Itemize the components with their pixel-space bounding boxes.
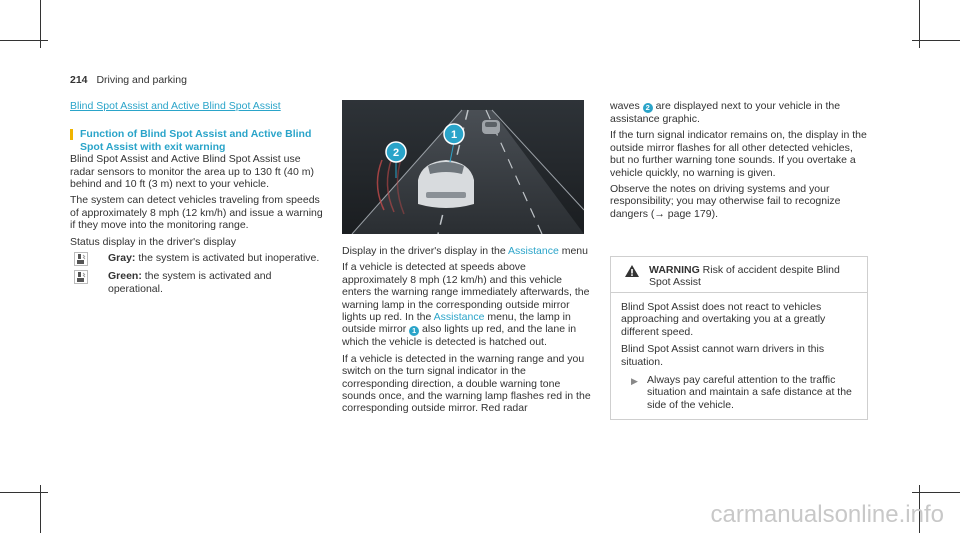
warning-triangle-icon — [625, 265, 639, 277]
paragraph — [610, 100, 868, 125]
section-title[interactable]: Blind Spot Assist and Active Blind Spot Assist — [70, 100, 281, 112]
warning-title: Risk of accident despite Blind Spot Assist — [649, 264, 840, 289]
crop-mark — [0, 492, 48, 493]
section-name: Driving and parking — [96, 74, 187, 86]
paragraph: Blind Spot Assist and Active Blind Spot Assist use radar sensors to monitor the area up to 130 ft (40 m) behind and 10 ft (3 m) next to your vehicle. — [70, 153, 314, 191]
warning-bullet — [621, 374, 857, 411]
warning-paragraph: Blind Spot Assist cannot warn drivers in this situation. — [621, 343, 825, 368]
paragraph-text: menu, the lamp in outside mirror — [342, 311, 571, 336]
status-label: Green: — [108, 270, 142, 283]
paragraph-text: waves — [610, 100, 640, 112]
page-number: 214 — [70, 74, 88, 86]
paragraph: If the turn signal indicator remains on, the display in the outside mirror flashes for all other detected vehicles, but no further warning tone sounds. If you overtake a vehicle quickly, no warning is given. — [610, 129, 867, 179]
blind-spot-green-icon — [74, 270, 88, 284]
warning-box — [610, 256, 868, 420]
right-column — [610, 100, 868, 224]
crop-mark — [0, 40, 48, 41]
assistance-link[interactable]: Assistance — [433, 311, 485, 324]
paragraph: Status display in the driver's display — [70, 235, 237, 248]
paragraph-text: If a vehicle is detected at speeds above approximately 8 mph (12 km/h) and this vehicle enters the warning range immediately afterwards, the warning lamp in the corresponding outside mirror lights up red. In the — [342, 261, 590, 324]
watermark: carmanualsonline.info — [710, 501, 944, 528]
warning-paragraph: Blind Spot Assist does not react to vehicles approaching and overtaking you at a greatly different speed. — [621, 301, 826, 338]
assistance-link[interactable]: Assistance — [508, 245, 559, 257]
blind-spot-gray-icon — [74, 252, 88, 266]
status-text: the system is activated but inoperative. — [138, 252, 320, 265]
figure-caption — [342, 245, 592, 257]
figure-marker-1: 1 — [450, 129, 458, 141]
warning-label: WARNING — [649, 264, 700, 276]
middle-column — [342, 245, 592, 419]
figure-marker-2: 2 — [392, 147, 400, 159]
subsection-title-text: Function of Blind Spot Assist and Active Blind Spot Assist with exit warning — [80, 128, 312, 153]
caption-text: Display in the driver's display in the — [342, 245, 509, 257]
subsection-marker — [70, 129, 73, 140]
warning-body — [611, 293, 867, 411]
driver-display-illustration — [342, 100, 584, 234]
page-header — [70, 74, 187, 86]
subsection-title — [70, 128, 326, 153]
road-scene — [342, 100, 584, 234]
warning-bullet-text: Always pay careful attention to the traffic situation and maintain a safe distance at the side of the vehicle. — [647, 374, 852, 411]
paragraph: If a vehicle is detected in the warning range and you switch on the turn signal indicator in the corresponding direction, a double warning tone sounds once, and the warning lamp flashes red in the corresponding outside mirror. Red radar — [342, 352, 591, 415]
caption-text: menu — [558, 245, 588, 257]
status-item-green — [70, 270, 326, 295]
crop-mark — [912, 40, 960, 41]
paragraph-text: also lights up red, and the lane in which the vehicle is detected is hatched out. — [342, 323, 577, 349]
paragraph-text: Observe the notes on driving systems and your responsibility; you may otherwise fail to recognize dangers ( — [610, 183, 841, 220]
crop-mark — [912, 492, 960, 493]
status-text: the system is activated and operational. — [108, 270, 272, 295]
warning-header — [611, 257, 867, 293]
paragraph — [342, 261, 592, 348]
status-item-gray — [70, 252, 326, 264]
paragraph: The system can detect vehicles traveling from speeds of approximately 8 mph (12 km/h) and issue a warning if they move into the monitoring range. — [70, 194, 323, 232]
left-column — [70, 100, 326, 301]
marker-1: 1 — [409, 326, 419, 336]
bullet-arrow-icon: ▶ — [631, 376, 638, 387]
paragraph-text: ). — [711, 207, 718, 220]
status-label: Gray: — [108, 252, 136, 265]
page-reference-link[interactable]: → page 179 — [654, 207, 712, 220]
paragraph — [610, 183, 868, 220]
paragraph-text: are displayed next to your vehicle in the assistance graphic. — [610, 100, 841, 125]
marker-2: 2 — [643, 103, 653, 113]
